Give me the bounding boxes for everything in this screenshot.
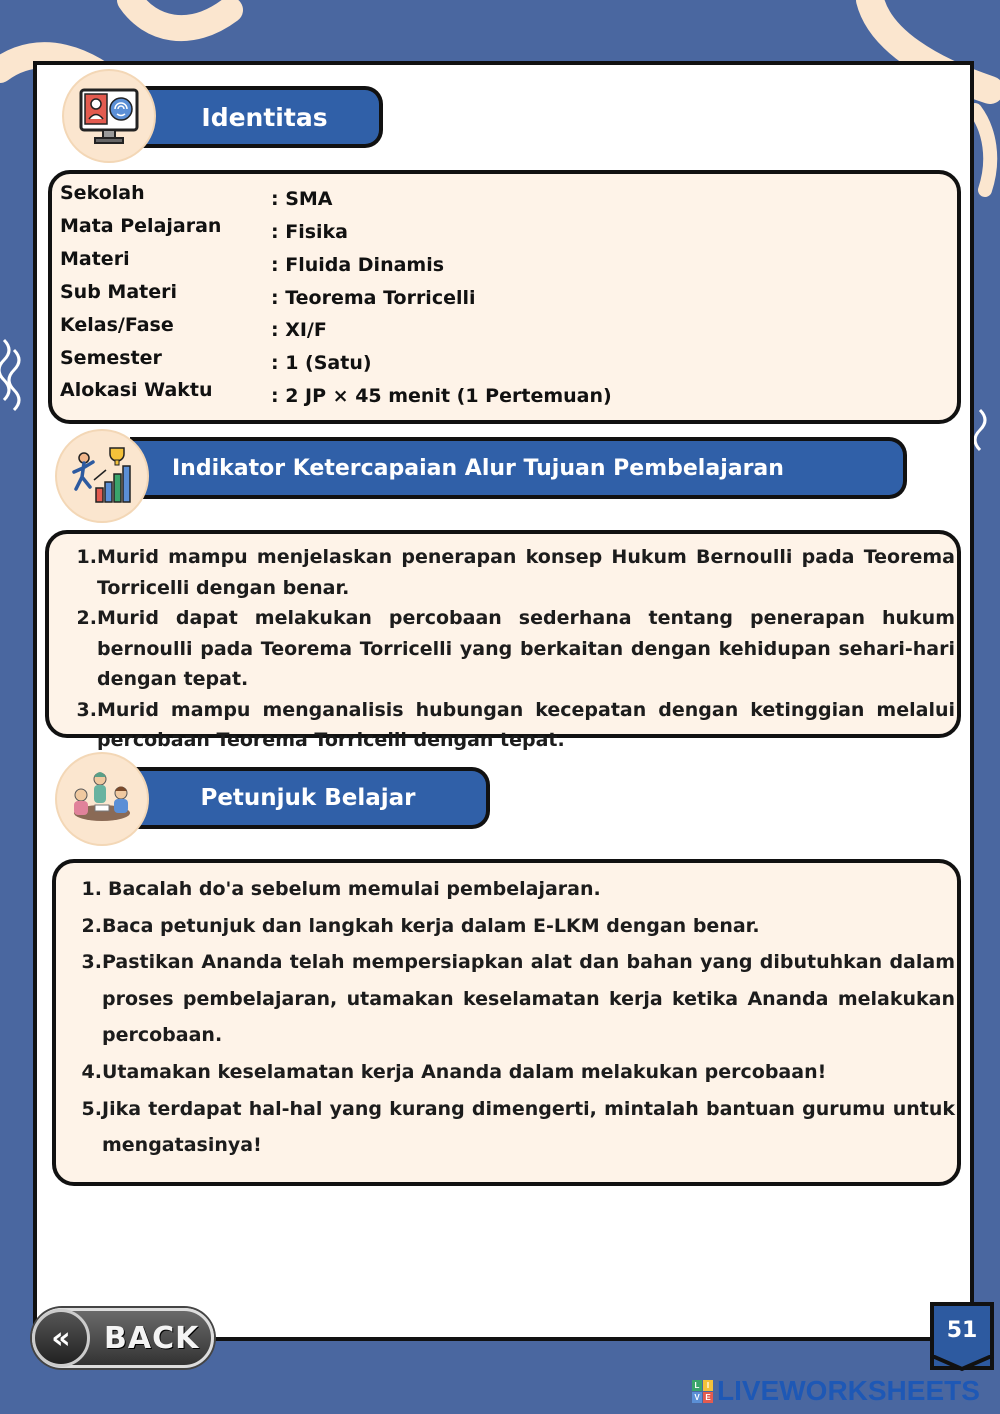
liveworksheets-brand-text: LIVEWORKSHEETS	[717, 1375, 980, 1406]
logo-grid-i: I	[703, 1380, 713, 1391]
identitas-value-sekolah: : SMA	[271, 188, 333, 210]
indikator-item-1-text: Murid mampu menjelaskan penerapan konsep Hukum Bernoulli pada Teorema Torricelli dengan benar.	[97, 546, 955, 599]
back-button-label: BACK	[104, 1320, 200, 1356]
petunjuk-box	[52, 859, 961, 1186]
petunjuk-item-2	[78, 908, 955, 945]
identitas-label-submateri: Sub Materi	[60, 281, 178, 303]
logo-grid-e: E	[703, 1392, 713, 1403]
identitas-label-materi: Materi	[60, 248, 130, 270]
monitor-fingerprint-icon	[77, 86, 141, 146]
indikator-list	[75, 542, 955, 756]
identitas-label-sekolah: Sekolah	[60, 182, 145, 204]
petunjuk-item-2-text: Baca petunjuk dan langkah kerja dalam E-LKM dengan benar.	[102, 914, 760, 937]
indikator-item-1-number: 1.	[76, 546, 97, 568]
back-button[interactable]	[32, 1308, 214, 1368]
petunjuk-item-5-text: Jika terdapat hal-hal yang kurang dimengerti, mintalah bantuan gurumu untuk mengatasinya!	[102, 1097, 955, 1157]
identitas-label-mapel: Mata Pelajaran	[60, 215, 222, 237]
page-badge-notch	[930, 1355, 994, 1373]
petunjuk-item-2-number: 2.	[81, 914, 102, 937]
logo-grid-l: L	[692, 1380, 702, 1391]
identitas-value-semester: : 1 (Satu)	[271, 352, 372, 374]
indikator-box	[45, 530, 961, 751]
indikator-item-3-number: 3.	[76, 698, 97, 721]
petunjuk-item-3	[78, 944, 955, 1054]
identitas-box	[48, 170, 961, 424]
indikator-item-2	[75, 603, 955, 695]
identitas-header	[140, 86, 383, 148]
petunjuk-item-4-number: 4.	[81, 1060, 102, 1083]
indikator-item-2-number: 2.	[76, 607, 97, 629]
growth-trophy-icon	[70, 444, 134, 508]
petunjuk-item-4-text: Utamakan keselamatan kerja Ananda dalam melakukan percobaan!	[102, 1060, 827, 1083]
identitas-value-mapel: : Fisika	[271, 221, 348, 243]
indikator-item-3-text: Murid mampu menganalisis hubungan kecepatan dengan ketinggian melalui percobaan Teorema Torricelli dengan tepat.	[97, 698, 955, 751]
identitas-title: Identitas	[201, 102, 328, 132]
petunjuk-item-3-number: 3.	[81, 951, 102, 974]
indikator-item-3	[75, 695, 955, 756]
identitas-value-submateri: : Teorema Torricelli	[271, 287, 476, 309]
liveworksheets-logo	[692, 1375, 980, 1407]
petunjuk-item-5-number: 5.	[81, 1097, 102, 1120]
petunjuk-header	[130, 767, 490, 829]
petunjuk-icon-circle	[55, 752, 149, 846]
indikator-title: Indikator Ketercapaian Alur Tujuan Pembelajaran	[172, 455, 784, 481]
liveworksheets-logo-grid-icon	[692, 1380, 713, 1403]
petunjuk-item-3-text: Pastikan Ananda telah mempersiapkan alat dan bahan yang dibutuhkan dalam proses pembelajaran, utamakan keselamatan kerja ketika Ananda melakukan percobaan.	[102, 951, 955, 1047]
identitas-value-kelas: : XI/F	[271, 319, 327, 341]
page-number: 51	[946, 1318, 978, 1343]
identitas-label-semester: Semester	[60, 347, 162, 369]
petunjuk-item-4	[78, 1054, 955, 1091]
study-group-icon	[67, 767, 137, 831]
indikator-item-1	[75, 542, 955, 603]
double-chevron-left-icon: «	[32, 1309, 90, 1367]
identitas-icon-circle	[62, 69, 156, 163]
identitas-value-alokasi: : 2 JP × 45 menit (1 Pertemuan)	[271, 385, 612, 407]
indikator-icon-circle	[55, 429, 149, 523]
petunjuk-title: Petunjuk Belajar	[200, 785, 416, 811]
petunjuk-list	[78, 871, 955, 1164]
indikator-header	[130, 437, 907, 499]
petunjuk-item-1	[78, 871, 955, 908]
petunjuk-item-5	[78, 1091, 955, 1164]
identitas-value-materi: : Fluida Dinamis	[271, 254, 445, 276]
petunjuk-item-1-number: 1.	[81, 878, 102, 900]
identitas-label-alokasi: Alokasi Waktu	[60, 379, 213, 401]
logo-grid-v: V	[692, 1392, 702, 1403]
identitas-label-kelas: Kelas/Fase	[60, 314, 174, 336]
petunjuk-item-1-text: Bacalah do'a sebelum memulai pembelajaran.	[108, 878, 601, 900]
indikator-item-2-text: Murid dapat melakukan percobaan sederhana tentang penerapan hukum bernoulli pada Teorema Torricelli yang berkaitan dengan kehidupan sehari-hari dengan tepat.	[97, 607, 955, 690]
